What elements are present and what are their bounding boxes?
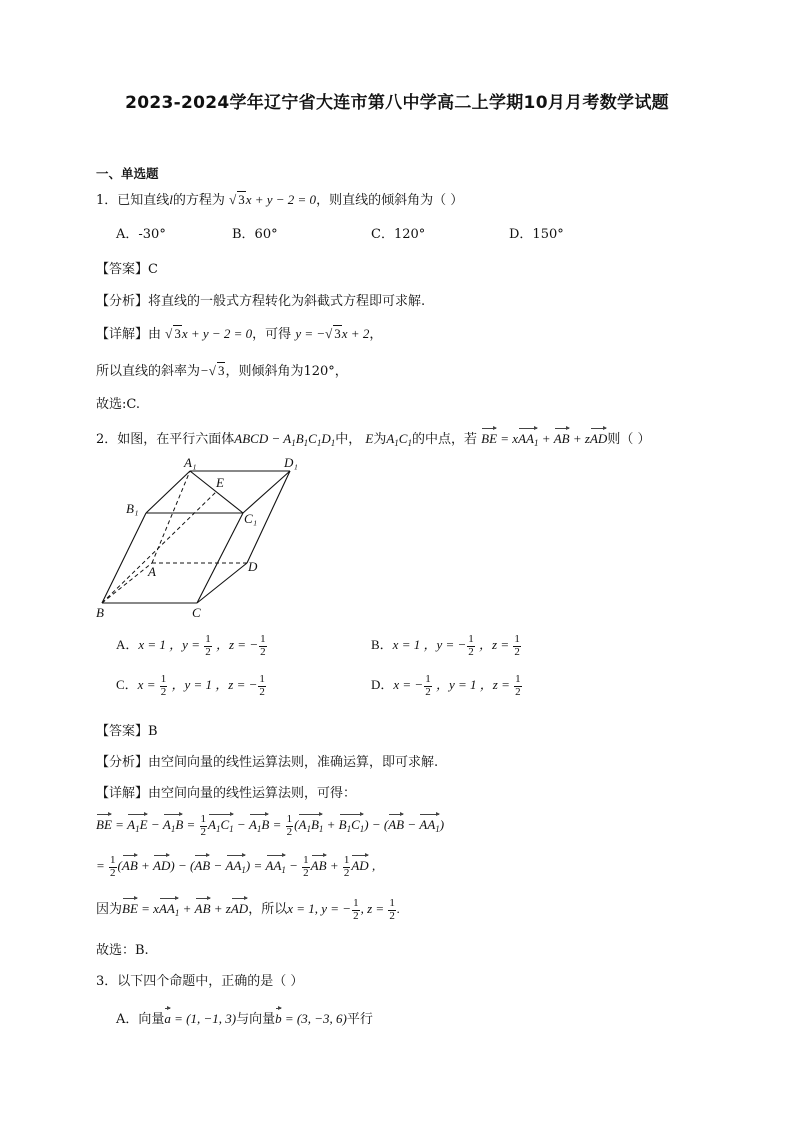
q2-option-a[interactable]: A．x = 1 ，y = $\frac{1}{2}$ ，z = − $\frac{1}{2}$	[116, 633, 266, 658]
q2-derivation-line2: = $\frac{1}{2}$ $(AB + AD) - (AB - AA_1) = AA_1$ − $\frac{1}{2}$ AB + $\frac{1}{2}$ AD ,	[96, 854, 376, 879]
section-heading: 一、单选题	[96, 166, 159, 181]
edge-ba-hidden	[102, 563, 152, 603]
q1-equation: √ 3x + y − 2 = 0	[229, 192, 317, 207]
q2-option-b[interactable]: B．x = 1 ，y = − $\frac{1}{2}$ ，z = $\frac{1}{2}$	[371, 633, 520, 658]
q2-stem-b: 中，	[335, 432, 362, 447]
q2-solid: ABCD − $A_1B_1C_1D_1$	[234, 431, 336, 448]
q3-opt-a-b: 与向量	[236, 1012, 276, 1027]
analysis-tag: 【分析】	[96, 755, 149, 770]
detail-tag: 【详解】	[96, 786, 149, 801]
edge-cc1	[197, 513, 243, 603]
segment-be-hidden	[102, 492, 216, 603]
q2-option-c[interactable]: C．x = $\frac{1}{2}$ ，y = 1 ，z = − $\frac{1}{2}$	[116, 673, 265, 698]
parallelepiped-diagram	[92, 455, 307, 625]
q2-analysis-text: 由空间向量的线性运算法则，准确运算，即可求解.	[148, 755, 439, 770]
q1-detail-a: 由	[148, 327, 162, 342]
q1-option-a[interactable]: A．-30°	[116, 227, 166, 242]
label-c: C	[192, 605, 201, 620]
q1-stem-c: ，则直线的倾斜角为（ ）	[316, 193, 464, 208]
q2-so: ，所以	[248, 902, 288, 918]
label-e: E	[216, 475, 224, 490]
vector-b: b = (3, −3, 6)	[275, 1011, 347, 1026]
q1-stem-a: 1．已知直线	[96, 193, 170, 208]
q2-option-d[interactable]: D．x = − $\frac{1}{2}$ ，y = 1 ，z = $\frac{1}{2}$	[371, 673, 521, 698]
q2-result: x = 1, y = − $\frac{1}{2}$ , z = $\frac{1}{2}$ .	[287, 897, 401, 922]
q1-detail-c: ，	[369, 327, 383, 342]
q2-analysis	[96, 751, 438, 770]
q3-opt-a-a: A．向量	[116, 1012, 165, 1027]
detail-tag: 【详解】	[96, 327, 149, 342]
q2-because-eq: BE = xAA$_1$ + AB + zAD	[122, 901, 249, 919]
label-d1: D₁	[284, 455, 298, 470]
q1-analysis	[96, 290, 425, 309]
edge-c1d1	[243, 471, 290, 513]
q2-vector-eq: BE = xAA$_1$ + AB + zAD	[481, 431, 608, 448]
q1-slope-value: −√ 3	[200, 363, 225, 378]
label-c1: C₁	[244, 511, 258, 526]
q1-option-d[interactable]: D．150°	[509, 227, 564, 242]
q1-choose: 故选:C.	[96, 397, 140, 412]
q2-stem-d: 的中点，若	[411, 432, 477, 447]
q2-answer-value: B	[148, 724, 158, 739]
q2-stem-e: 则（ ）	[607, 432, 651, 447]
q3-opt-a-c: 平行	[346, 1012, 373, 1027]
q1-answer-value: C	[148, 262, 158, 277]
answer-tag: 【答案】	[96, 262, 149, 277]
edge-bb1	[102, 513, 146, 603]
q1-line2-b: ，则倾斜角为120°，	[225, 364, 348, 379]
q2-derivation-line1: BE = $A_1E - A_1B$ = $\frac{1}{2}$ $A_1C_1 - A_1B$ = $\frac{1}{2}$ $(A_1B_1 + B_1C_1) - (AB - AA_1)$	[96, 813, 445, 838]
analysis-tag: 【分析】	[96, 294, 149, 309]
q1-detail	[96, 323, 382, 342]
q1-detail-eq1: √ 3x + y − 2 = 0	[165, 326, 253, 341]
q2-choose: 故选：B.	[96, 943, 149, 958]
q3-option-a[interactable]	[116, 1008, 373, 1027]
line-l: l	[169, 192, 173, 207]
q3-stem: 3．以下四个命题中，正确的是（ ）	[96, 974, 304, 989]
q1-analysis-text: 将直线的一般式方程转化为斜截式方程即可求解.	[148, 294, 426, 309]
q2-stem-c: 为	[373, 432, 387, 447]
label-d: D	[248, 559, 258, 574]
q1-answer	[96, 258, 158, 277]
point-e: E	[365, 431, 374, 446]
segment-a1c1: $A_1C_1$	[386, 431, 412, 448]
vector-a: a = (1, −1, 3)	[164, 1011, 237, 1026]
answer-tag: 【答案】	[96, 724, 149, 739]
q1-detail-b: ，可得	[252, 327, 292, 342]
edge-b1a1	[146, 471, 190, 513]
q2-answer	[96, 720, 158, 739]
q1-option-c[interactable]: C．120°	[371, 227, 426, 242]
label-a1: A₁	[184, 455, 197, 470]
q1-stem	[96, 189, 463, 208]
q1-stem-b: 的方程为	[172, 193, 225, 208]
q2-conclusion	[96, 898, 400, 922]
q2-because: 因为	[96, 902, 123, 918]
label-a: A	[148, 564, 156, 579]
label-b: B	[96, 605, 104, 620]
q2-stem	[96, 428, 650, 448]
page-title: 2023-2024学年辽宁省大连市第八中学高二上学期10月月考数学试题	[125, 93, 669, 113]
q2-stem-a: 2．如图，在平行六面体	[96, 432, 235, 447]
q1-detail-eq2: y = −√ 3x + 2	[295, 326, 370, 341]
q1-line2-a: 所以直线的斜率为	[96, 364, 201, 379]
q1-slope-line	[96, 360, 348, 379]
q1-option-b[interactable]: B．60°	[232, 227, 278, 242]
edge-cd	[197, 563, 247, 603]
label-b1: B₁	[126, 501, 139, 516]
q2-detail	[96, 782, 356, 801]
q2-detail-text: 由空间向量的线性运算法则，可得：	[148, 786, 357, 801]
